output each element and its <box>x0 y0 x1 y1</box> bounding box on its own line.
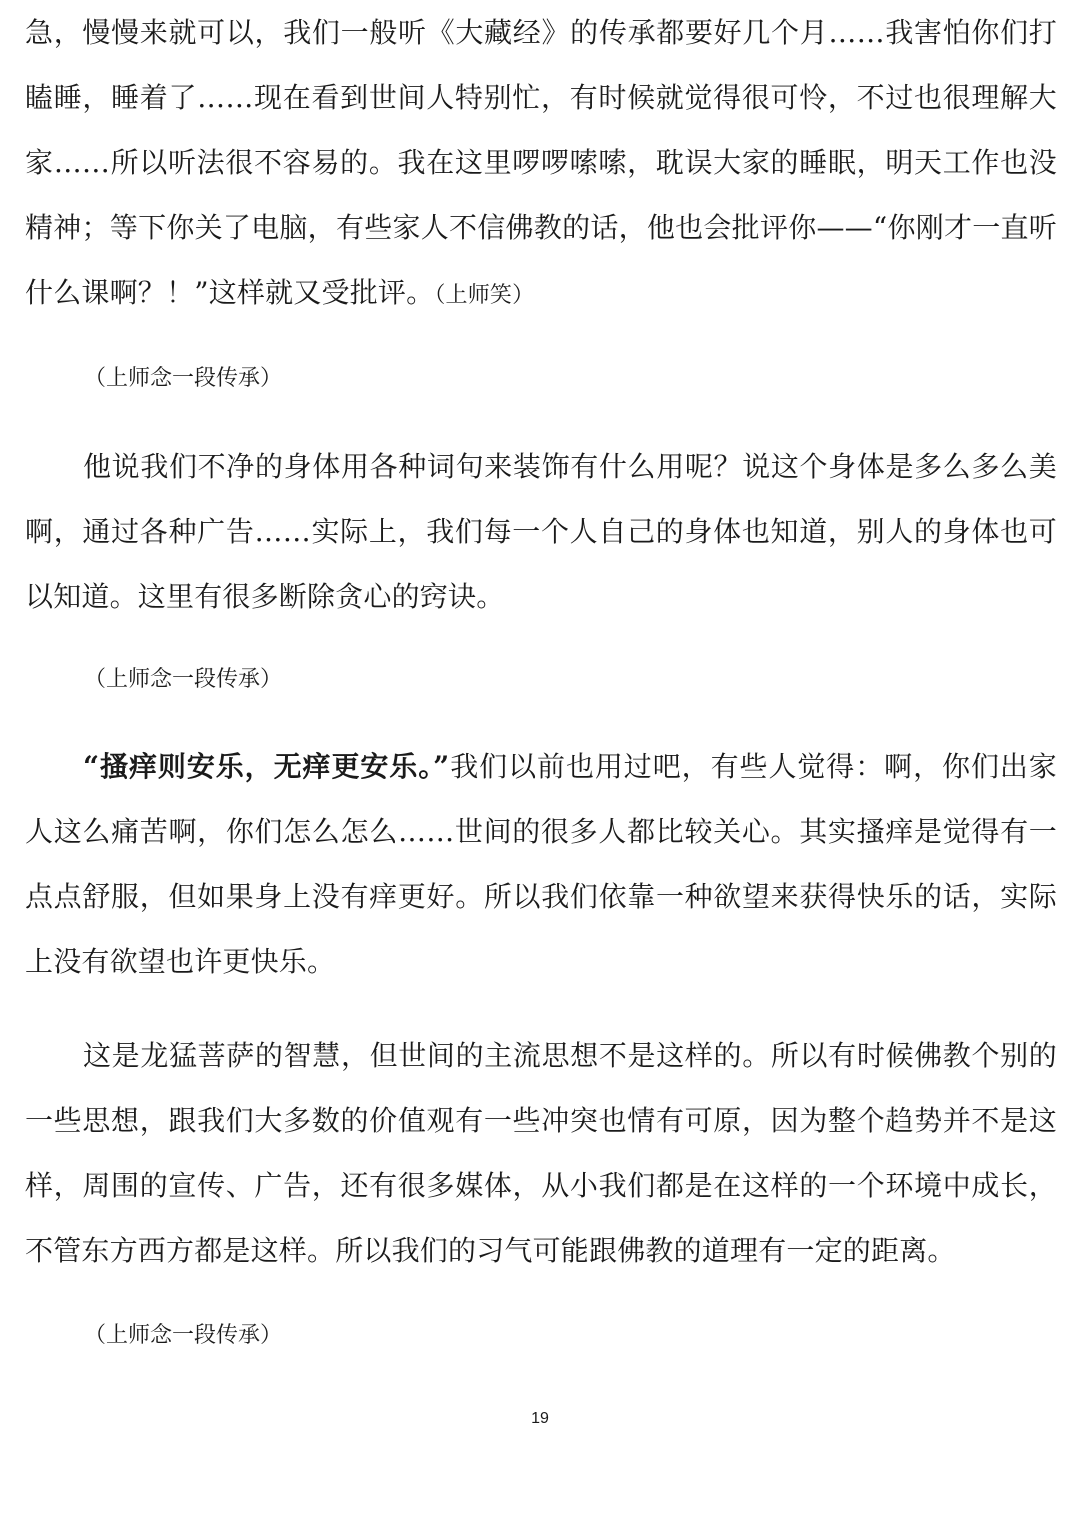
paragraph-3 <box>25 734 1057 994</box>
transmission-note-3: （上师念一段传承） <box>84 1323 283 1348</box>
transmission-note-2: （上师念一段传承） <box>84 667 283 692</box>
transmission-note-1: （上师念一段传承） <box>84 366 283 391</box>
paragraph-1 <box>25 0 1057 328</box>
paragraph-4: 这是龙猛菩萨的智慧，但世间的主流思想不是这样的。所以有时候佛教个别的一些思想，跟我们大多数的价值观有一些冲突也情有可原，因为整个趋势并不是这样，周围的宣传、广告，还有很多媒体，从小我们都是在这样的一个环境中成长，不管东方西方都是这样。所以我们的习气可能跟佛教的道理有一定的距离。 <box>25 1039 1057 1267</box>
page-number: 19 <box>531 1410 549 1427</box>
verse-quote: “搔痒则安乐，无痒更安乐。” <box>83 750 450 783</box>
paragraph-1-note: （上师笑） <box>434 283 535 308</box>
paragraph-1-text: 急，慢慢来就可以，我们一般听《大藏经》的传承都要好几个月……我害怕你们打瞌睡，睡着了……现在看到世间人特别忙，有时候就觉得很可怜，不过也很理解大家……所以听法很不容易的。我在这里啰啰嗦嗦，耽误大家的睡眠，明天工作也没精神；等下你关了电脑，有些家人不信佛教的话，他也会批评你——“你刚才一直听什么课啊？！”这样就又受批评。 <box>25 16 1057 309</box>
paragraph-2: 他说我们不净的身体用各种词句来装饰有什么用呢？说这个身体是多么多么美啊，通过各种广告……实际上，我们每一个人自己的身体也知道，别人的身体也可以知道。这里有很多断除贪心的窍诀。 <box>25 450 1057 613</box>
paragraph-3-text: 我们以前也用过吧，有些人觉得：啊，你们出家人这么痛苦啊，你们怎么怎么……世间的很多人都比较关心。其实搔痒是觉得有一点点舒服，但如果身上没有痒更好。所以我们依靠一种欲望来获得快乐的话，实际上没有欲望也许更快乐。 <box>25 750 1058 978</box>
